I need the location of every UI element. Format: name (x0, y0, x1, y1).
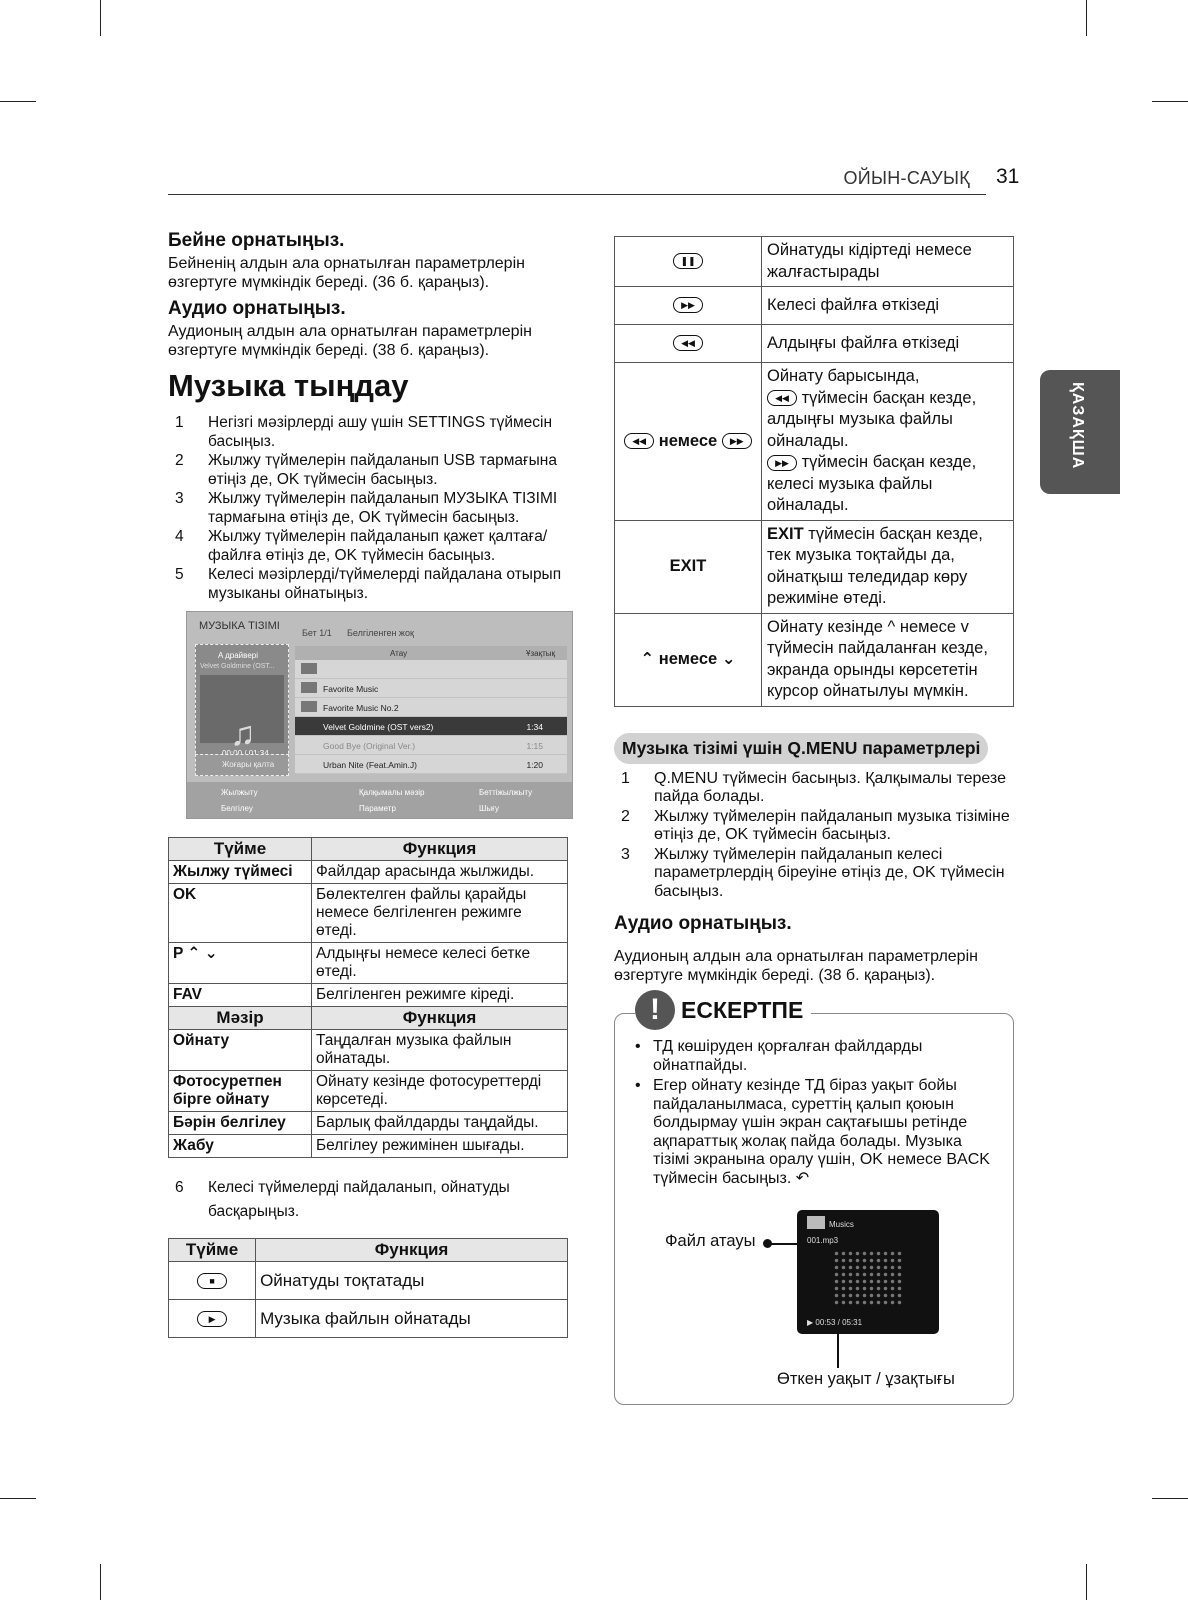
folder-icon (807, 1216, 825, 1229)
preview-time: ▶ 00:53 / 05:31 (807, 1318, 863, 1327)
screen-page: Бет 1/1 (302, 628, 332, 638)
foot-exit: Шығу (479, 804, 499, 813)
note-box (614, 993, 1014, 1405)
cell-key (615, 325, 762, 363)
col-name: Атау (390, 649, 408, 658)
crop-mark (0, 101, 36, 102)
cell-value: Белгіленген режимге кіреді. (312, 984, 568, 1007)
rewind-icon: ◀◀ (767, 390, 797, 406)
text: Ойнату барысында, (767, 367, 920, 385)
th-function: Функция (312, 838, 568, 861)
qmenu-steps (614, 770, 1024, 902)
cell-value: Ойнатуды кідіртеді немесе жалғастырады (762, 237, 1014, 287)
cell-key: P ⌃ ⌄ (169, 943, 312, 984)
step-text: Жылжу түймелерін пайдаланып келесі параметрлердің біреуіне өтіңіз де, OK түймесін басыңыз. (654, 845, 1005, 900)
control-table (614, 236, 1014, 707)
cell-key: Ойнату (169, 1030, 312, 1071)
screen-title: МУЗЫКА ТІЗІМІ (199, 620, 280, 632)
crop-mark (1152, 101, 1188, 102)
foot-move: Жылжыту (221, 788, 258, 797)
video-heading: Бейне орнатыңыз. (168, 230, 345, 251)
section-title: ОЙЫН-САУЫҚ (843, 168, 970, 188)
audio-heading: Аудио орнатыңыз. (168, 298, 346, 319)
step-number: 1 (621, 769, 630, 787)
warning-icon: ! (635, 990, 675, 1030)
cell-value: Ойнату кезінде фотосуреттерді көрсетеді. (312, 1071, 568, 1112)
drive-label: A драйвері (218, 651, 258, 660)
rewind-icon: ◀◀ (673, 335, 703, 351)
th-function: Функция (256, 1239, 568, 1262)
step (168, 566, 578, 603)
cell-key: Фотосуретпен бірге ойнату (169, 1071, 312, 1112)
list-item[interactable] (295, 679, 567, 698)
step-number: 3 (175, 490, 184, 507)
step-number: 6 (175, 1179, 184, 1196)
step-text: Жылжу түймелерін пайдаланып USB тармағына өтіңіз де, OK түймесін басыңыз. (208, 452, 557, 488)
video-text: Бейненің алдын ала орнатылған параметрлерін өзгертуге мүмкіндік береді. (36 б. қараңыз). (168, 255, 525, 291)
note-title: ЕСКЕРТПЕ (681, 996, 804, 1023)
list-item[interactable] (295, 755, 567, 774)
page-title: Музыка тыңдау (168, 368, 409, 403)
cell-key (169, 1300, 256, 1338)
step-text: Келесі түймелерді пайдаланып, ойнатуды басқарыңыз. (208, 1179, 510, 1220)
track-label: Velvet Goldmine (OST... (200, 663, 275, 670)
col-duration: Ұзақтық (526, 649, 555, 658)
preview-file: 001.mp3 (807, 1236, 839, 1245)
cell-value: Бөлектелген файлы қарайды немесе белгіленген режимге өтеді. (312, 884, 568, 943)
button-function-table (168, 837, 568, 1158)
step-number: 5 (175, 566, 184, 583)
step6-list (168, 1176, 578, 1224)
screensaver-preview (797, 1210, 939, 1334)
list-item[interactable] (295, 698, 567, 717)
bold-text: EXIT (767, 524, 804, 543)
cell-value: Белгілеу режимінен шығады. (312, 1135, 568, 1158)
item-name: Good Bye (Original Ver.) (323, 741, 416, 751)
folder-icon (301, 682, 317, 693)
step-text: Жылжу түймелерін пайдаланып қажет қалтаға/файлға өтіңіз де, OK түймесін басыңыз. (208, 528, 548, 564)
step (168, 452, 578, 489)
foot-popup: Қалқымалы мәзір (359, 788, 425, 797)
note-item: • ТД көшіруден қорғалған файлдарды ойнатпайды. (631, 1038, 1001, 1075)
audio-heading-right: Аудио орнатыңыз. (614, 913, 792, 934)
folder-up-icon (301, 663, 317, 674)
cell-value: Таңдалған музыка файлын ойнатады. (312, 1030, 568, 1071)
fast-forward-icon: ▶▶ (722, 433, 752, 449)
album-art (200, 675, 284, 753)
foot-page: Беттіжылжыту (479, 788, 533, 797)
step-number: 1 (175, 414, 184, 431)
screen-marked: Белгіленген жоқ (347, 628, 414, 638)
or-label: немесе (658, 431, 718, 450)
step (614, 770, 1024, 807)
step-number: 3 (621, 845, 630, 863)
up-folder-button[interactable] (195, 754, 289, 776)
back-icon: ↶ (795, 1169, 810, 1187)
qmenu-heading: Музыка тізімі үшін Q.MENU параметрлері (614, 733, 988, 764)
pause-icon: ❚❚ (673, 253, 703, 269)
th-button: Түйме (169, 838, 312, 861)
step (168, 1176, 578, 1224)
cell-value: Файлдар арасында жылжиды. (312, 861, 568, 884)
callout-line (837, 1332, 839, 1368)
cell-key: OK (169, 884, 312, 943)
step-text: Жылжу түймелерін пайдаланып музыка тізіміне өтіңіз де, OK түймесін басыңыз. (654, 807, 1010, 843)
cell-value (762, 520, 1014, 613)
crop-mark (1152, 1498, 1188, 1499)
right-column (614, 236, 1024, 1405)
cell-key (615, 237, 762, 287)
step (168, 490, 578, 527)
step-text: Негізгі мәзірлерді ашу үшін SETTINGS түймесін басыңыз. (208, 414, 553, 450)
list-header (295, 646, 567, 660)
foot-option: Параметр (359, 804, 396, 813)
step-number: 2 (175, 452, 184, 469)
cell-key (169, 1262, 256, 1300)
elapsed-time-label: Өткен уақыт / ұзақтығы (777, 1370, 955, 1388)
fast-forward-icon: ▶▶ (767, 455, 797, 471)
item-duration: 1:34 (526, 722, 543, 732)
cell-key: FAV (169, 984, 312, 1007)
step-number: 2 (621, 807, 630, 825)
cell-value: Келесі файлға өткізеді (762, 287, 1014, 325)
step (614, 846, 1024, 902)
note-list (631, 1038, 1001, 1190)
step-text: Жылжу түймелерін пайдаланып МУЗЫКА ТІЗІМІ тармағына өтіңіз де, OK түймесін басыңыз. (208, 490, 558, 526)
cell-value: Алдыңғы файлға өткізеді (762, 325, 1014, 363)
playback-table (168, 1238, 568, 1338)
item-name: Urban Nite (Feat.Amin.J) (323, 760, 417, 770)
stop-icon: ■ (197, 1273, 227, 1289)
left-column (168, 230, 578, 1338)
note-item (631, 1077, 1001, 1188)
item-name: Favorite Music No.2 (323, 703, 399, 713)
item-duration: 1:15 (526, 741, 543, 751)
crop-mark (100, 0, 101, 36)
list-item[interactable] (295, 660, 567, 679)
cell-key: Жабу (169, 1135, 312, 1158)
text: түймесін басқан кезде, алдыңғы музыка файлы ойналады. (767, 388, 977, 450)
step-text: Q.MENU түймесін басыңыз. Қалқымалы терезе пайда болады. (654, 769, 1006, 805)
crop-mark (0, 1498, 36, 1499)
step (168, 414, 578, 451)
cell-value: Ойнату кезінде ^ немесе v түймесін пайдаланған кезде, экранда орынды көрсететін курсор ойнатылуы мүмкін. (762, 613, 1014, 706)
steps-list (168, 414, 578, 603)
cell-value: Музыка файлын ойнатады (256, 1300, 568, 1338)
th-button: Түйме (169, 1239, 256, 1262)
th-menu: Мәзір (169, 1007, 312, 1030)
foot-mark: Белгілеу (221, 804, 253, 813)
folder-icon (301, 701, 317, 712)
note-text: Егер ойнату кезінде ТД біраз уақыт бойы пайдаланылмаса, суреттің қалып қоюын болдырмау үшін экран сақтағышы ретінде ақпараттық жолақ пайда болады. Музыка тізімі экранына оралу үшін, OK немесе BACK түймесін басыңыз. (653, 1077, 990, 1187)
item-duration: 1:20 (526, 760, 543, 770)
play-icon: ▶ (197, 1311, 227, 1327)
cell-key: Жылжу түймесі (169, 861, 312, 884)
crop-mark (1086, 0, 1087, 36)
text: түймесін басқан кезде, келесі музыка файлы ойналады. (767, 453, 977, 514)
cell-key: ⌃ немесе ⌄ (615, 613, 762, 706)
page-number: 31 (996, 165, 1020, 188)
cell-value: Барлық файлдарды таңдайды. (312, 1112, 568, 1135)
preview-title: Musics (829, 1220, 854, 1229)
header-rule (168, 194, 986, 195)
file-list (295, 646, 567, 774)
visualizer-pattern (833, 1250, 903, 1306)
file-name-label: Файл атауы (665, 1232, 756, 1250)
music-list-screenshot (186, 611, 573, 819)
step (614, 808, 1024, 845)
rewind-icon: ◀◀ (624, 433, 654, 449)
cell-key (615, 363, 762, 521)
list-item[interactable] (295, 736, 567, 755)
step-text: Келесі мәзірлерді/түймелерді пайдалана отырып музыканы ойнатыңыз. (208, 566, 562, 602)
or-label: немесе (658, 649, 718, 668)
music-note-icon: ♫ (230, 715, 256, 753)
callout-line (767, 1243, 801, 1245)
language-tab (1040, 370, 1120, 494)
note-heading (635, 990, 811, 1030)
cell-key: Бәрін белгілеу (169, 1112, 312, 1135)
audio-text-right: Аудионың алдын ала орнатылған параметрлерін өзгертуге мүмкіндік береді. (38 б. қараңыз). (614, 948, 978, 984)
cell-value: Ойнатуды тоқтатады (256, 1262, 568, 1300)
crop-mark (100, 1564, 101, 1600)
up-folder-label: Жоғары қалта (222, 760, 275, 769)
item-name: Velvet Goldmine (OST vers2) (323, 722, 434, 732)
th-function: Функция (312, 1007, 568, 1030)
cell-key (615, 287, 762, 325)
audio-text: Аудионың алдын ала орнатылған параметрлерін өзгертуге мүмкіндік береді. (38 б. қараңыз). (168, 323, 532, 359)
language-tab-label: ҚАЗАҚША (1069, 382, 1086, 470)
cell-value (762, 363, 1014, 521)
step (168, 528, 578, 565)
cell-key: EXIT (615, 520, 762, 613)
fast-forward-icon: ▶▶ (673, 297, 703, 313)
item-name: Favorite Music (323, 684, 379, 694)
screen-footer (187, 782, 572, 818)
cell-value: Алдыңғы немесе келесі бетке өтеді. (312, 943, 568, 984)
crop-mark (1086, 1564, 1087, 1600)
text: түймесін басқан кезде, тек музыка тоқтайды да, ойнатқыш теледидар көру режиміне өтеді. (767, 524, 983, 607)
list-item[interactable] (295, 717, 567, 736)
step-number: 4 (175, 528, 184, 545)
